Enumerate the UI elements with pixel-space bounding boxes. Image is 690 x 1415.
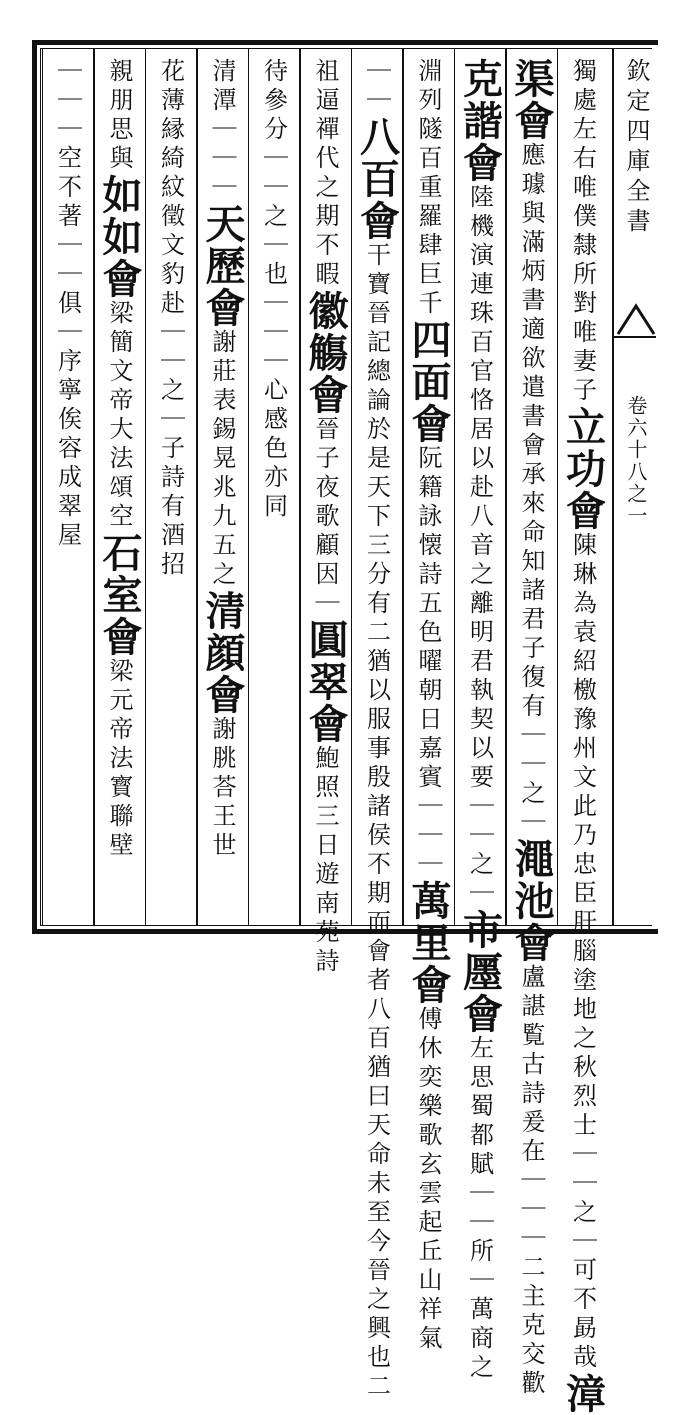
column-rule [351, 48, 353, 926]
column-rule [402, 48, 404, 926]
entry-heading: 石室會 [96, 532, 143, 658]
entry-heading: 克諧會 [456, 58, 504, 184]
entry-text: 序寧俟容成翠屋 [53, 348, 82, 551]
entry-heading: 市㕓會 [456, 909, 504, 1035]
entry-text: 空不著｜｜俱｜ [53, 145, 82, 348]
entry-heading: 四面會 [405, 319, 452, 445]
entry-text: 傅休奕樂歌玄雲起丘山祥氣 [414, 1006, 442, 1354]
entry-heading: 圓翠會 [302, 619, 349, 745]
entry-text: 應璩與滿炳書適欲遣書會承來命知諸君子復有｜｜之｜ [517, 142, 545, 838]
entry-heading: 萬里會 [405, 880, 452, 1006]
entry-text: 左思蜀都賦｜｜所｜萬商之 [465, 1035, 494, 1383]
column-rule [145, 48, 147, 926]
entry-text: 淵列隧百重羅肆巨千 [414, 58, 442, 319]
entry-heading: 漳 [559, 1373, 607, 1415]
entry-text: 徵文豹赴｜｜之｜ [156, 203, 185, 435]
entry-text: 陳琳為袁紹檄豫州文此乃忠臣肝腦塗地之秋烈士｜｜之｜可不勗哉 [568, 532, 597, 1373]
entry-heading: 立功會 [559, 406, 607, 532]
text-column [405, 58, 452, 1354]
column-rule [505, 48, 507, 926]
entry-text: 鮑照三日遊南苑詩 [311, 745, 339, 977]
text-column [456, 58, 504, 1383]
entry-text: 花薄縁綺紋 [156, 58, 185, 203]
entry-heading: 清顔會 [199, 590, 246, 716]
entry-text: 獨處左右唯僕隸所對唯妻子 [568, 58, 597, 406]
text-column [353, 58, 401, 1402]
column-rule [93, 48, 95, 926]
entry-text: 梁簡文帝大法頌空 [105, 300, 133, 532]
entry-text: 陸機演連珠百官恪居以赴八音之離明君執契以要｜｜之｜ [465, 184, 494, 909]
text-column [200, 58, 244, 918]
margin-divider [614, 336, 656, 338]
entry-text: ｜｜｜心感色亦同 [259, 290, 288, 522]
entry-heading: 八百會 [353, 116, 401, 242]
entry-heading: 徽觴會 [302, 290, 349, 416]
entry-text: 阮籍詠懐詩五色曜朝日嘉賓｜｜｜ [414, 445, 442, 880]
entry-text: ｜｜｜ [53, 58, 82, 145]
margin-rule [612, 48, 614, 926]
text-column [302, 58, 349, 977]
text-column [508, 58, 555, 1399]
entry-text: ｜｜ [362, 58, 391, 116]
text-column [97, 58, 141, 918]
entry-text: 晉子夜歌顧因｜ [311, 416, 339, 619]
column-rule [42, 48, 44, 926]
entry-text: 謝朓荅王世 [208, 716, 236, 861]
entry-text: 待參分｜｜之｜也 [259, 58, 288, 290]
entry-text: 梁元帝法寳聯壁 [105, 658, 133, 861]
book-title: 欽定四庫全書 [622, 58, 650, 238]
volume-label: 卷六十八之一 [624, 395, 648, 527]
text-column [252, 58, 296, 918]
entry-text: 子詩有酒招 [156, 435, 185, 580]
column-rule [454, 48, 456, 926]
entry-text: 祖逼禪代之期不暇 [311, 58, 339, 290]
column-rule [196, 48, 198, 926]
entry-heading: 渠會 [508, 58, 555, 142]
column-rule [557, 48, 559, 926]
column-rule [248, 48, 250, 926]
entry-heading: 天歷會 [199, 203, 246, 329]
entry-heading: 澠池會 [508, 838, 555, 964]
column-rule [299, 48, 301, 926]
entry-heading: 如如會 [96, 174, 143, 300]
entry-text: 親朋思與 [105, 58, 133, 174]
text-column [46, 58, 90, 918]
entry-text: 清潭｜｜｜ [208, 58, 236, 203]
text-column [559, 58, 607, 1415]
entry-text: 盧諶覧古詩爰在｜｜｜二主克交歡 [517, 964, 545, 1399]
entry-text: 干寶晉記總論於是天下三分有二猶以服事殷諸侯不期而會者八百猶曰天命未至今晉之興也二 [362, 242, 391, 1402]
text-column [149, 58, 193, 918]
fish-tail-mark-icon [616, 300, 656, 336]
entry-text: 謝莊表錫晃兆九五之 [208, 329, 236, 590]
